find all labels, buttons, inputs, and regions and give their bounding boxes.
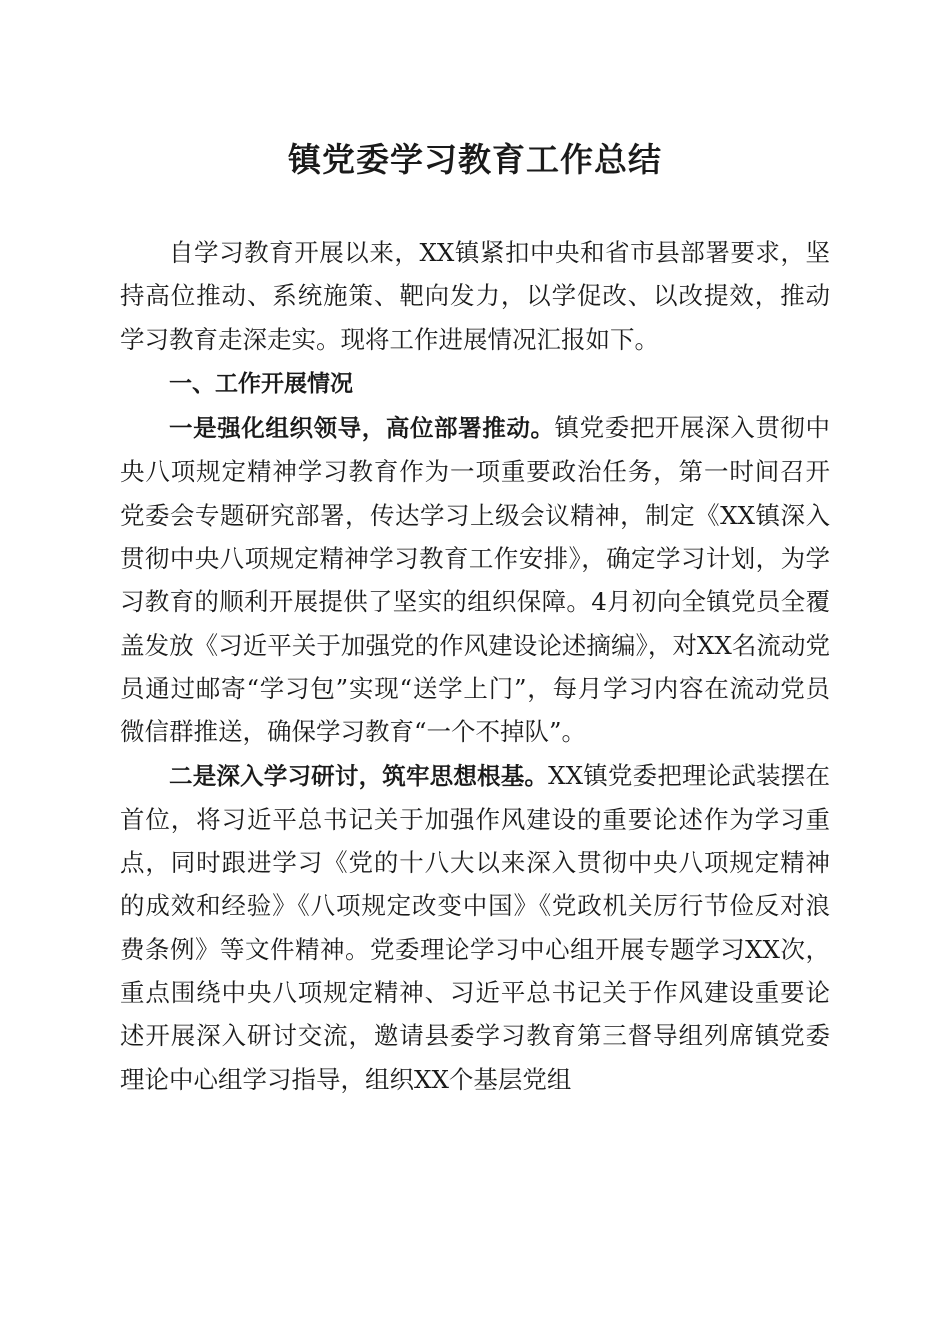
section-1-heading: 一、工作开展情况 bbox=[169, 370, 353, 397]
document-body bbox=[120, 231, 830, 1101]
item-1-lead: 一是强化组织领导，高位部署推动。 bbox=[169, 414, 555, 443]
item-1-paragraph bbox=[120, 406, 830, 753]
section-heading bbox=[120, 361, 830, 406]
item-2-paragraph bbox=[120, 754, 830, 1101]
document-title: 镇党委学习教育工作总结 bbox=[288, 140, 662, 179]
item-1-text: 镇党委把开展深入贯彻中央八项规定精神学习教育作为一项重要政治任务，第一时间召开党委会专题研究部署，传达学习上级会议精神，制定《XX镇深入贯彻中央八项规定精神学习教育工作安排》，确定学习计划，为学习教育的顺利开展提供了坚实的组织保障。4月初向全镇党员全覆盖发放《习近平关于加强党的作风建设论述摘编》，对XX名流动党员通过邮寄“学习包”实现“送学上门”，每月学习内容在流动党员微信群推送，确保学习教育“一个不掉队”。 bbox=[120, 413, 831, 747]
intro-paragraph: 自学习教育开展以来，XX镇紧扣中央和省市县部署要求，坚持高位推动、系统施策、靶向发力，以学促改、以改提效，推动学习教育走深走实。现将工作进展情况汇报如下。 bbox=[120, 238, 830, 354]
item-2-text: XX镇党委把理论武装摆在首位，将习近平总书记关于加强作风建设的重要论述作为学习重点，同时跟进学习《党的十八大以来深入贯彻中央八项规定精神的成效和经验》《八项规定改变中国》《党政机关厉行节俭反对浪费条例》等文件精神。党委理论学习中心组开展专题学习XX次，重点围绕中央八项规定精神、习近平总书记关于作风建设重要论述开展深入研讨交流，邀请县委学习教育第三督导组列席镇党委理论中心组学习指导，组织XX个基层党组 bbox=[120, 760, 831, 1094]
item-2-lead: 二是深入学习研讨，筑牢思想根基。 bbox=[169, 761, 549, 790]
